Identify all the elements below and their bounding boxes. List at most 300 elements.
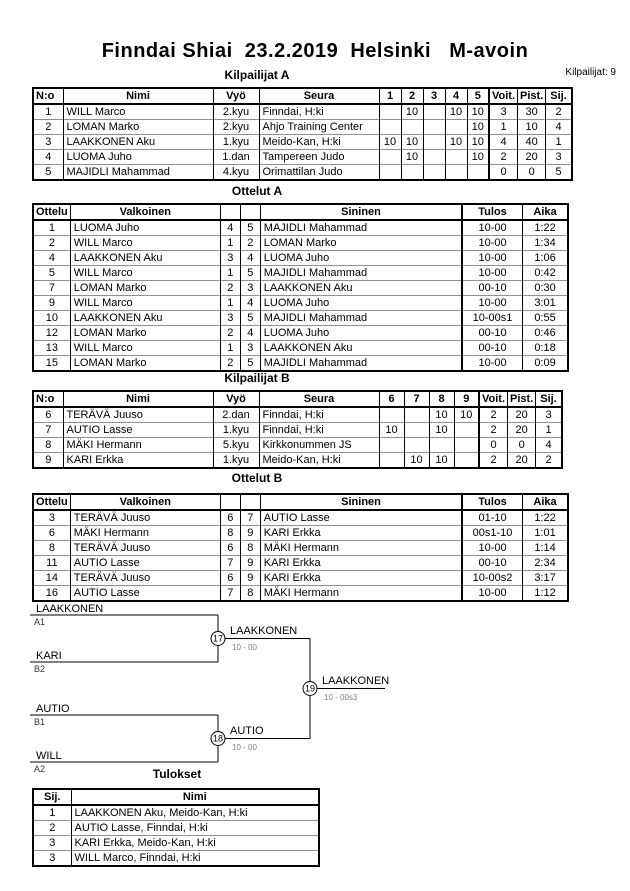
competitor-place: 1 xyxy=(546,135,572,150)
col-header-g6: 6 xyxy=(379,391,404,407)
white-name: LAAKKONEN Aku xyxy=(70,311,220,326)
match-time: 0:30 xyxy=(522,281,568,296)
match-number: 16 xyxy=(33,586,70,602)
match-time: 3:17 xyxy=(522,571,568,586)
match-result: 00s1-10 xyxy=(462,526,522,541)
grid-score xyxy=(467,165,489,181)
results-row xyxy=(33,836,319,851)
match-result: 10-00s2 xyxy=(462,571,522,586)
competitor-belt: 2.dan xyxy=(213,407,259,423)
matches-b-header-row xyxy=(33,494,568,510)
result-place: 3 xyxy=(33,851,71,867)
blue-number: 4 xyxy=(240,296,260,311)
col-header-club: Seura xyxy=(259,88,379,104)
pool-b-row xyxy=(33,453,562,469)
matches-b-heading: Ottelut B xyxy=(231,471,283,485)
matches-a-table xyxy=(32,203,569,372)
pool-a-row xyxy=(33,120,572,135)
bracket-seed-label: A2 xyxy=(34,764,46,774)
grid-score xyxy=(404,438,429,453)
grid-score xyxy=(445,120,467,135)
col-header-name: Nimi xyxy=(71,789,319,805)
white-name: LOMAN Marko xyxy=(70,356,220,372)
grid-score xyxy=(379,438,404,453)
pool-a-heading: Kilpailijat A xyxy=(224,68,290,82)
match-time: 0:46 xyxy=(522,326,568,341)
result-name: AUTIO Lasse, Finndai, H:ki xyxy=(71,821,319,836)
competitor-place: 2 xyxy=(536,453,562,469)
col-header-blue: Sininen xyxy=(260,204,462,220)
col-header-g5: 5 xyxy=(467,88,489,104)
grid-score: 10 xyxy=(401,150,423,165)
grid-score xyxy=(379,165,401,181)
grid-score: 10 xyxy=(401,135,423,150)
grid-score xyxy=(423,150,445,165)
match-result: 10-00s1 xyxy=(462,311,522,326)
white-name: WILL Marco xyxy=(70,266,220,281)
match-number: 14 xyxy=(33,571,70,586)
blue-number: 2 xyxy=(240,236,260,251)
grid-score: 10 xyxy=(467,104,489,120)
competitor-wins: 0 xyxy=(489,165,518,181)
blue-name: AUTIO Lasse xyxy=(260,510,462,526)
col-header-wins: Voit. xyxy=(489,88,518,104)
col-header-belt: Vyö xyxy=(213,391,259,407)
competitor-name: MAJIDLI Mahammad xyxy=(63,165,213,181)
competitor-points: 20 xyxy=(518,150,546,165)
competitor-belt: 1.kyu xyxy=(213,423,259,438)
result-name: WILL Marco, Finndai, H:ki xyxy=(71,851,319,867)
competitor-name: MÄKI Hermann xyxy=(63,438,213,453)
pool-b-row xyxy=(33,438,562,453)
match-a-row xyxy=(33,356,568,372)
grid-score: 10 xyxy=(379,135,401,150)
col-header-white-no xyxy=(220,204,240,220)
competitor-points: 10 xyxy=(518,120,546,135)
grid-score xyxy=(445,165,467,181)
blue-number: 9 xyxy=(240,526,260,541)
white-number: 3 xyxy=(220,311,240,326)
competitor-name: AUTIO Lasse xyxy=(63,423,213,438)
blue-number: 3 xyxy=(240,341,260,356)
match-result: 10-00 xyxy=(462,296,522,311)
competitor-wins: 2 xyxy=(479,453,508,469)
white-number: 1 xyxy=(220,236,240,251)
col-header-blue-no xyxy=(240,204,260,220)
col-header-name: Nimi xyxy=(63,391,213,407)
blue-number: 3 xyxy=(240,281,260,296)
bracket-entrant-name: LAAKKONEN xyxy=(36,603,104,615)
col-header-g7: 7 xyxy=(404,391,429,407)
competitor-wins: 2 xyxy=(479,407,508,423)
blue-name: MAJIDLI Mahammad xyxy=(260,311,462,326)
col-header-result: Tulos xyxy=(462,494,522,510)
match-time: 1:22 xyxy=(522,510,568,526)
blue-name: MÄKI Hermann xyxy=(260,586,462,602)
match-number: 2 xyxy=(33,236,70,251)
competitor-wins: 2 xyxy=(489,150,518,165)
competitor-place: 5 xyxy=(546,165,572,181)
match-number: 9 xyxy=(33,296,70,311)
blue-number: 5 xyxy=(240,220,260,236)
col-header-g3: 3 xyxy=(423,88,445,104)
white-name: WILL Marco xyxy=(70,296,220,311)
grid-score xyxy=(423,165,445,181)
white-name: AUTIO Lasse xyxy=(70,586,220,602)
match-time: 2:34 xyxy=(522,556,568,571)
match-number: 10 xyxy=(33,311,70,326)
results-row xyxy=(33,851,319,867)
competitor-belt: 1.kyu xyxy=(213,135,259,150)
blue-number: 5 xyxy=(240,311,260,326)
blue-number: 5 xyxy=(240,356,260,372)
grid-score: 10 xyxy=(454,407,479,423)
match-time: 1:06 xyxy=(522,251,568,266)
competitor-belt: 4.kyu xyxy=(213,165,259,181)
pool-a-table xyxy=(32,87,573,181)
match-number: 15 xyxy=(33,356,70,372)
white-number: 2 xyxy=(220,326,240,341)
competitor-club: Orimattilan Judo xyxy=(259,165,379,181)
pool-a-header-row xyxy=(33,88,572,104)
grid-score xyxy=(454,453,479,469)
white-number: 8 xyxy=(220,526,240,541)
match-time: 1:14 xyxy=(522,541,568,556)
bracket-lines xyxy=(30,615,385,762)
results-row xyxy=(33,821,319,836)
bracket-winner-score: 10 - 00 xyxy=(232,643,257,652)
match-b-row xyxy=(33,541,568,556)
pool-a-row xyxy=(33,135,572,150)
blue-number: 7 xyxy=(240,510,260,526)
results-table xyxy=(32,788,320,867)
competitor-number: 1 xyxy=(33,104,63,120)
blue-name: MÄKI Hermann xyxy=(260,541,462,556)
white-number: 2 xyxy=(220,356,240,372)
competitor-club: Meido-Kan, H:ki xyxy=(259,453,379,469)
match-a-row xyxy=(33,251,568,266)
col-header-result: Tulos xyxy=(462,204,522,220)
bracket-winner-name: AUTIO xyxy=(230,725,264,737)
col-header-place: Sij. xyxy=(546,88,572,104)
bracket-entrant-name: WILL xyxy=(36,750,62,762)
match-circle-number: 19 xyxy=(304,683,316,694)
blue-name: MAJIDLI Mahammad xyxy=(260,356,462,372)
white-name: LOMAN Marko xyxy=(70,326,220,341)
bracket-entrant-name: KARI xyxy=(36,650,62,662)
match-number: 7 xyxy=(33,281,70,296)
grid-score: 10 xyxy=(467,150,489,165)
col-header-name: Nimi xyxy=(63,88,213,104)
match-result: 00-10 xyxy=(462,326,522,341)
match-number: 11 xyxy=(33,556,70,571)
blue-number: 8 xyxy=(240,586,260,602)
col-header-place: Sij. xyxy=(536,391,562,407)
grid-score xyxy=(401,165,423,181)
blue-name: MAJIDLI Mahammad xyxy=(260,266,462,281)
white-number: 7 xyxy=(220,556,240,571)
competitor-name: LUOMA Juho xyxy=(63,150,213,165)
competitor-club: Meido-Kan, H:ki xyxy=(259,135,379,150)
blue-name: LOMAN Marko xyxy=(260,236,462,251)
white-name: TERÄVÄ Juuso xyxy=(70,571,220,586)
match-a-row xyxy=(33,326,568,341)
match-result: 10-00 xyxy=(462,356,522,372)
grid-score: 10 xyxy=(445,135,467,150)
match-a-row xyxy=(33,311,568,326)
blue-name: LAAKKONEN Aku xyxy=(260,281,462,296)
competitor-points: 0 xyxy=(508,438,536,453)
match-result: 10-00 xyxy=(462,586,522,602)
grid-score: 10 xyxy=(467,120,489,135)
match-a-row xyxy=(33,296,568,311)
grid-score xyxy=(454,438,479,453)
white-name: LAAKKONEN Aku xyxy=(70,251,220,266)
match-time: 0:18 xyxy=(522,341,568,356)
competitor-place: 3 xyxy=(546,150,572,165)
col-header-match: Ottelu xyxy=(33,494,70,510)
match-time: 0:55 xyxy=(522,311,568,326)
blue-name: LAAKKONEN Aku xyxy=(260,341,462,356)
grid-score xyxy=(379,104,401,120)
col-header-match: Ottelu xyxy=(33,204,70,220)
competitor-points: 20 xyxy=(508,453,536,469)
competitor-name: LAAKKONEN Aku xyxy=(63,135,213,150)
col-header-points: Pist. xyxy=(508,391,536,407)
competitor-points: 20 xyxy=(508,407,536,423)
white-number: 1 xyxy=(220,296,240,311)
pool-b-header-row xyxy=(33,391,562,407)
match-number: 13 xyxy=(33,341,70,356)
col-header-g9: 9 xyxy=(454,391,479,407)
match-time: 3:01 xyxy=(522,296,568,311)
pool-b-heading: Kilpailijat B xyxy=(224,371,290,385)
white-name: TERÄVÄ Juuso xyxy=(70,510,220,526)
competitor-points: 30 xyxy=(518,104,546,120)
col-header-blue: Sininen xyxy=(260,494,462,510)
col-header-no: N:o xyxy=(33,88,63,104)
bracket-entrant-name: AUTIO xyxy=(36,703,70,715)
match-result: 00-10 xyxy=(462,281,522,296)
match-time: 1:22 xyxy=(522,220,568,236)
white-number: 1 xyxy=(220,266,240,281)
match-b-row xyxy=(33,556,568,571)
grid-score xyxy=(379,120,401,135)
col-header-time: Aika xyxy=(522,494,568,510)
competitor-club: Finndai, H:ki xyxy=(259,423,379,438)
match-result: 10-00 xyxy=(462,236,522,251)
blue-name: LUOMA Juho xyxy=(260,296,462,311)
blue-number: 9 xyxy=(240,571,260,586)
white-name: LUOMA Juho xyxy=(70,220,220,236)
grid-score xyxy=(404,407,429,423)
white-number: 6 xyxy=(220,571,240,586)
competitor-place: 2 xyxy=(546,104,572,120)
match-result: 10-00 xyxy=(462,266,522,281)
blue-number: 9 xyxy=(240,556,260,571)
match-time: 0:42 xyxy=(522,266,568,281)
match-b-row xyxy=(33,526,568,541)
competitor-name: KARI Erkka xyxy=(63,453,213,469)
blue-name: LUOMA Juho xyxy=(260,251,462,266)
white-number: 7 xyxy=(220,586,240,602)
match-result: 00-10 xyxy=(462,556,522,571)
result-place: 2 xyxy=(33,821,71,836)
white-name: WILL Marco xyxy=(70,236,220,251)
competitor-club: Finndai, H:ki xyxy=(259,104,379,120)
match-number: 3 xyxy=(33,510,70,526)
col-header-belt: Vyö xyxy=(213,88,259,104)
grid-score: 10 xyxy=(429,423,454,438)
white-name: LOMAN Marko xyxy=(70,281,220,296)
competitor-number: 2 xyxy=(33,120,63,135)
match-a-row xyxy=(33,220,568,236)
grid-score xyxy=(423,135,445,150)
match-a-row xyxy=(33,236,568,251)
match-circle-number: 18 xyxy=(212,733,224,744)
blue-name: MAJIDLI Mahammad xyxy=(260,220,462,236)
match-number: 6 xyxy=(33,526,70,541)
blue-name: KARI Erkka xyxy=(260,526,462,541)
grid-score xyxy=(423,120,445,135)
blue-name: KARI Erkka xyxy=(260,571,462,586)
bracket-winner-name: LAAKKONEN xyxy=(322,675,390,687)
competitor-club: Ahjo Training Center xyxy=(259,120,379,135)
competitor-club: Tampereen Judo xyxy=(259,150,379,165)
matches-a-heading: Ottelut A xyxy=(231,184,283,198)
result-place: 1 xyxy=(33,805,71,821)
grid-score xyxy=(454,423,479,438)
competitor-name: WILL Marco xyxy=(63,104,213,120)
result-name: LAAKKONEN Aku, Meido-Kan, H:ki xyxy=(71,805,319,821)
participants-count: Kilpailijat: 9 xyxy=(565,67,616,78)
col-header-blue-no xyxy=(240,494,260,510)
bracket-seed-label: A1 xyxy=(34,617,46,627)
white-number: 4 xyxy=(220,220,240,236)
competitor-points: 0 xyxy=(518,165,546,181)
blue-number: 8 xyxy=(240,541,260,556)
match-time: 1:12 xyxy=(522,586,568,602)
match-result: 10-00 xyxy=(462,251,522,266)
blue-name: KARI Erkka xyxy=(260,556,462,571)
grid-score xyxy=(423,104,445,120)
competitor-belt: 2.kyu xyxy=(213,104,259,120)
pool-b-row xyxy=(33,407,562,423)
col-header-white: Valkoinen xyxy=(70,494,220,510)
grid-score: 10 xyxy=(429,407,454,423)
match-b-row xyxy=(33,571,568,586)
match-result: 10-00 xyxy=(462,541,522,556)
white-number: 6 xyxy=(220,541,240,556)
white-number: 1 xyxy=(220,341,240,356)
pool-b-row xyxy=(33,423,562,438)
bracket-winner-score: 10 - 00 xyxy=(232,743,257,752)
match-time: 1:01 xyxy=(522,526,568,541)
competitor-belt: 5.kyu xyxy=(213,438,259,453)
blue-name: LUOMA Juho xyxy=(260,326,462,341)
col-header-g4: 4 xyxy=(445,88,467,104)
grid-score: 10 xyxy=(379,423,404,438)
bracket-seed-label: B2 xyxy=(34,664,46,674)
col-header-white-no xyxy=(220,494,240,510)
competitor-points: 40 xyxy=(518,135,546,150)
col-header-place: Sij. xyxy=(33,789,71,805)
match-number: 4 xyxy=(33,251,70,266)
competitor-points: 20 xyxy=(508,423,536,438)
competitor-place: 4 xyxy=(546,120,572,135)
white-number: 2 xyxy=(220,281,240,296)
competitor-belt: 1.dan xyxy=(213,150,259,165)
col-header-time: Aika xyxy=(522,204,568,220)
match-number: 8 xyxy=(33,541,70,556)
page-title: Finndai Shiai 23.2.2019 Helsinki M-avoin xyxy=(101,40,529,62)
grid-score: 10 xyxy=(467,135,489,150)
white-name: WILL Marco xyxy=(70,341,220,356)
grid-score xyxy=(445,150,467,165)
pool-a-row xyxy=(33,150,572,165)
pool-a-row xyxy=(33,104,572,120)
competitor-name: TERÄVÄ Juuso xyxy=(63,407,213,423)
match-result: 01-10 xyxy=(462,510,522,526)
competitor-number: 8 xyxy=(33,438,63,453)
white-number: 3 xyxy=(220,251,240,266)
competitor-wins: 0 xyxy=(479,438,508,453)
col-header-g1: 1 xyxy=(379,88,401,104)
white-name: AUTIO Lasse xyxy=(70,556,220,571)
match-result: 10-00 xyxy=(462,220,522,236)
grid-score: 10 xyxy=(401,104,423,120)
competitor-belt: 1.kyu xyxy=(213,453,259,469)
competitor-club: Kirkkonummen JS xyxy=(259,438,379,453)
competitor-place: 3 xyxy=(536,407,562,423)
match-time: 0:09 xyxy=(522,356,568,372)
competitor-wins: 1 xyxy=(489,120,518,135)
col-header-white: Valkoinen xyxy=(70,204,220,220)
competitor-number: 6 xyxy=(33,407,63,423)
white-number: 6 xyxy=(220,510,240,526)
grid-score xyxy=(379,453,404,469)
bracket-winner-score: 10 - 00s3 xyxy=(324,693,358,702)
match-number: 12 xyxy=(33,326,70,341)
blue-number: 4 xyxy=(240,251,260,266)
results-row xyxy=(33,805,319,821)
match-number: 5 xyxy=(33,266,70,281)
competitor-number: 7 xyxy=(33,423,63,438)
competitor-wins: 2 xyxy=(479,423,508,438)
competitor-wins: 4 xyxy=(489,135,518,150)
grid-score xyxy=(379,407,404,423)
grid-score: 10 xyxy=(429,453,454,469)
grid-score: 10 xyxy=(404,453,429,469)
match-time: 1:34 xyxy=(522,236,568,251)
final-bracket xyxy=(0,595,450,790)
bracket-winner-name: LAAKKONEN xyxy=(230,625,298,637)
competitor-number: 9 xyxy=(33,453,63,469)
match-number: 1 xyxy=(33,220,70,236)
results-heading: Tulokset xyxy=(152,767,202,781)
matches-a-header-row xyxy=(33,204,568,220)
pool-b-table xyxy=(32,390,563,469)
grid-score xyxy=(429,438,454,453)
match-circle-number: 17 xyxy=(212,633,224,644)
match-a-row xyxy=(33,341,568,356)
match-a-row xyxy=(33,281,568,296)
match-result: 00-10 xyxy=(462,341,522,356)
grid-score xyxy=(404,423,429,438)
result-place: 3 xyxy=(33,836,71,851)
competitor-number: 3 xyxy=(33,135,63,150)
match-b-row xyxy=(33,510,568,526)
